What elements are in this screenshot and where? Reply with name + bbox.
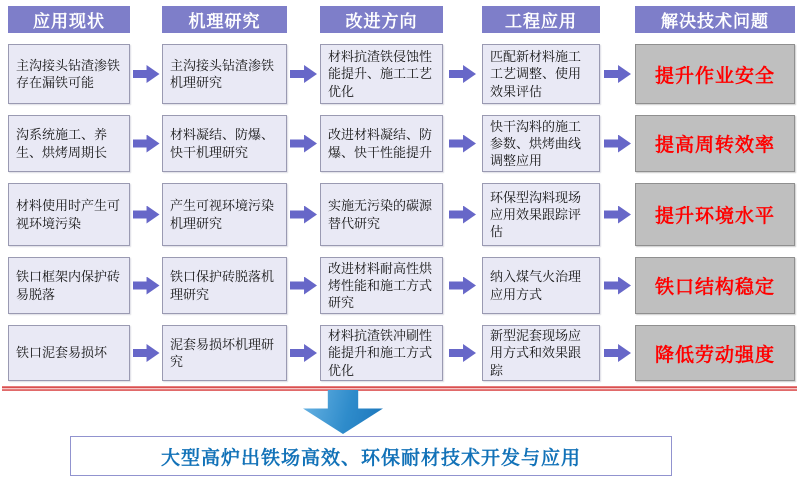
cell-col3-row2: 改进材料凝结、防爆、快干性能提升 [320,115,443,172]
cell-col2-row5: 泥套易损坏机理研究 [162,325,287,381]
arrow-cell [130,325,162,381]
arrow-cell [443,183,482,246]
right-arrow-icon [290,344,317,362]
right-arrow-icon [290,65,317,83]
cell-col4-row4: 纳入煤气火治理应用方式 [482,257,600,314]
cell-col4-row3: 环保型沟料现场应用效果跟踪评估 [482,183,600,246]
arrow-cell [130,257,162,314]
cell-col3-row5: 材料抗渣铁冲刷性能提升和施工方式优化 [320,325,443,381]
arrow-cell [287,115,320,172]
result-col5-row5: 降低劳动强度 [635,325,795,381]
col-header-improvement-direction: 改进方向 [320,6,443,33]
col-header-application-status: 应用现状 [8,6,130,33]
cell-col1-row4: 铁口框架内保护砖易脱落 [8,257,130,314]
arrow-cell [443,115,482,172]
arrow-cell [600,183,635,246]
red-divider-line [2,386,797,391]
cell-col1-row3: 材料使用时产生可视环境污染 [8,183,130,246]
result-col5-row2: 提高周转效率 [635,115,795,172]
down-arrow-icon [303,390,383,434]
cell-col2-row3: 产生可视环境污染机理研究 [162,183,287,246]
arrow-cell [443,44,482,104]
arrow-cell [600,257,635,314]
cell-col4-row2: 快干沟料的施工参数、烘烤曲线调整应用 [482,115,600,172]
right-arrow-icon [449,135,476,153]
right-arrow-icon [604,277,631,295]
col-header-engineering-application: 工程应用 [482,6,600,33]
flow-grid [8,6,795,381]
arrow-cell [443,257,482,314]
right-arrow-icon [604,206,631,224]
arrow-cell [287,325,320,381]
right-arrow-icon [133,277,160,295]
cell-col3-row3: 实施无污染的碳源替代研究 [320,183,443,246]
arrow-cell [287,183,320,246]
arrow-cell [600,44,635,104]
cell-col4-row1: 匹配新材料施工工艺调整、使用效果评估 [482,44,600,104]
right-arrow-icon [449,344,476,362]
right-arrow-icon [449,206,476,224]
cell-col1-row2: 沟系统施工、养生、烘烤周期长 [8,115,130,172]
cell-col2-row1: 主沟接头钻渣渗铁机理研究 [162,44,287,104]
arrow-cell [600,325,635,381]
cell-col4-row5: 新型泥套现场应用方式和效果跟踪 [482,325,600,381]
right-arrow-icon [449,277,476,295]
right-arrow-icon [290,277,317,295]
arrow-cell [600,115,635,172]
right-arrow-icon [449,65,476,83]
arrow-cell [130,44,162,104]
cell-col3-row1: 材料抗渣铁侵蚀性能提升、施工工艺优化 [320,44,443,104]
right-arrow-icon [133,206,160,224]
cell-col1-row5: 铁口泥套易损坏 [8,325,130,381]
right-arrow-icon [604,135,631,153]
right-arrow-icon [604,65,631,83]
arrow-cell [130,115,162,172]
cell-col3-row4: 改进材料耐高性烘烤性能和施工方式研究 [320,257,443,314]
right-arrow-icon [290,206,317,224]
cell-col2-row2: 材料凝结、防爆、快干机理研究 [162,115,287,172]
right-arrow-icon [133,135,160,153]
col-header-solved-problems: 解决技术问题 [635,6,795,33]
cell-col1-row1: 主沟接头钻渣渗铁存在漏铁可能 [8,44,130,104]
conclusion-box: 大型高炉出铁场高效、环保耐材技术开发与应用 [70,436,672,476]
result-col5-row4: 铁口结构稳定 [635,257,795,314]
result-col5-row1: 提升作业安全 [635,44,795,104]
result-col5-row3: 提升环境水平 [635,183,795,246]
arrow-cell [287,44,320,104]
arrow-cell [287,257,320,314]
right-arrow-icon [290,135,317,153]
right-arrow-icon [133,344,160,362]
arrow-cell [443,325,482,381]
arrow-cell [130,183,162,246]
right-arrow-icon [133,65,160,83]
right-arrow-icon [604,344,631,362]
col-header-mechanism-research: 机理研究 [162,6,287,33]
cell-col2-row4: 铁口保护砖脱落机理研究 [162,257,287,314]
